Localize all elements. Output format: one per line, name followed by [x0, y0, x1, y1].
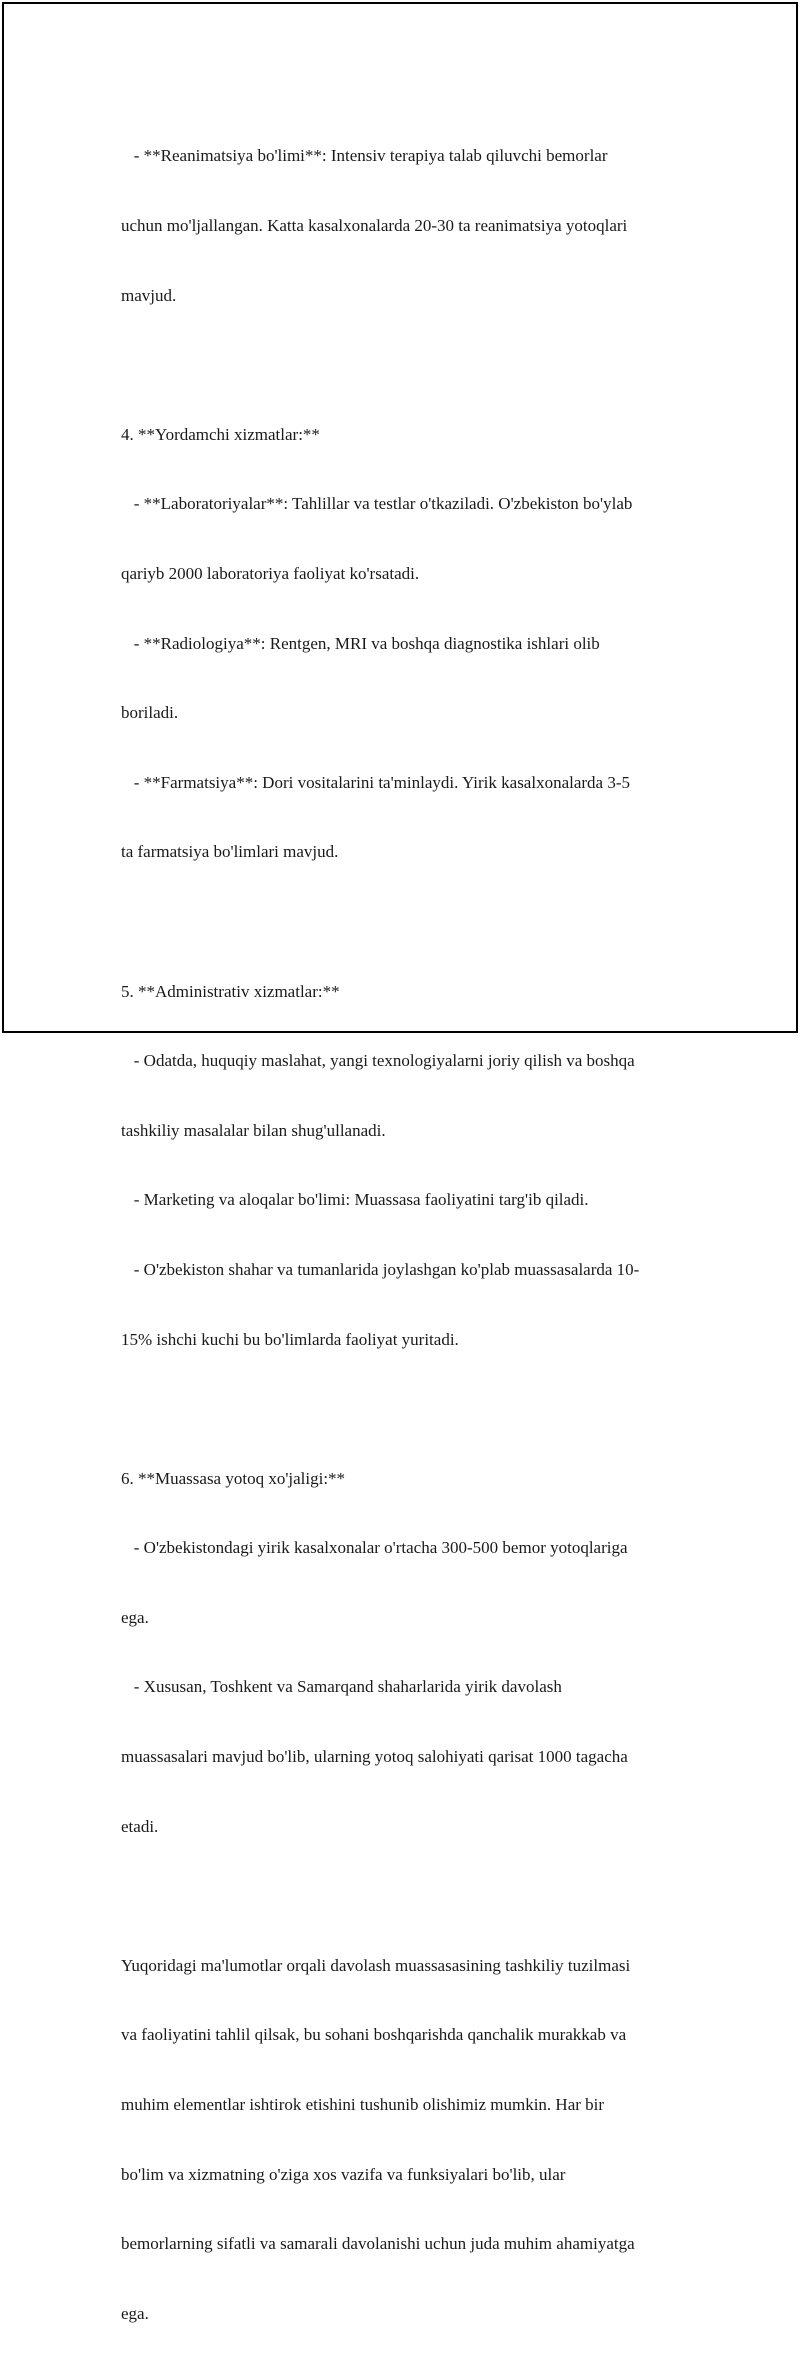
text-line: - Xususan, Toshkent va Samarqand shaharlarida yirik davolash	[121, 1677, 562, 1697]
conclusion-line: bemorlarning sifatli va samarali davolanishi uchun juda muhim ahamiyatga	[121, 2234, 635, 2254]
text-line: qariyb 2000 laboratoriya faoliyat ko'rsatadi.	[121, 563, 420, 583]
conclusion-line: va faoliyatini tahlil qilsak, bu sohani boshqarishda qanchalik murakkab va	[121, 2025, 627, 2045]
text-line: - **Reanimatsiya bo'limi**: Intensiv terapiya talab qiluvchi bemorlar	[121, 146, 608, 166]
text-line: - O'zbekistondagi yirik kasalxonalar o'rtacha 300-500 bemor yotoqlariga	[121, 1538, 628, 1558]
text-line: mavjud.	[121, 285, 177, 305]
text-line: ta farmatsiya bo'limlari mavjud.	[121, 842, 339, 862]
text-line: muassasalari mavjud bo'lib, ularning yotoq salohiyati qarisat 1000 tagacha	[121, 1747, 628, 1767]
text-line: - O'zbekiston shahar va tumanlarida joylashgan ko'plab muassasalarda 10-	[121, 1259, 640, 1279]
page-frame	[2, 2, 798, 2323]
text-line: uchun mo'ljallangan. Katta kasalxonalarda 20-30 ta reanimatsiya yotoqlari	[121, 216, 628, 235]
text-line: - **Farmatsiya**: Dori vositalarini ta'minlaydi. Yirik kasalxonalarda 3-5	[121, 772, 631, 792]
blank-line	[121, 1884, 691, 1907]
conclusion-line: bo'lim va xizmatning o'ziga xos vazifa va funksiyalari bo'lib, ular	[121, 2164, 566, 2184]
text-line: - **Radiologiya**: Rentgen, MRI va boshqa diagnostika ishlari olib	[121, 633, 600, 653]
section-heading: 4. **Yordamchi xizmatlar:**	[121, 424, 320, 444]
conclusion-line: muhim elementlar ishtirok etishini tushunib olishimiz mumkin. Har bir	[121, 2095, 605, 2115]
section-heading: 5. **Administrativ xizmatlar:**	[121, 981, 340, 1001]
conclusion-line: ega.	[121, 2303, 149, 2323]
blank-line	[121, 910, 691, 933]
text-line: etadi.	[121, 1816, 159, 1836]
text-line: ega.	[121, 1607, 149, 1627]
text-line: tashkiliy masalalar bilan shug'ullanadi.	[121, 1120, 386, 1140]
text-line: 15% ishchi kuchi bu bo'limlarda faoliyat yuritadi.	[121, 1329, 459, 1349]
section-heading: 6. **Muassasa yotoq xo'jaligi:**	[121, 1468, 346, 1488]
blank-line	[121, 353, 691, 376]
text-line: boriladi.	[121, 703, 179, 723]
text-line: - Odatda, huquqiy maslahat, yangi texnologiyalarni joriy qilish va boshqa	[121, 1051, 635, 1071]
text-line: - **Laboratoriyalar**: Tahlillar va testlar o'tkaziladi. O'zbekiston bo'ylab	[121, 494, 633, 514]
conclusion-line: Yuqoridagi ma'lumotlar orqali davolash muassasasining tashkiliy tuzilmasi	[121, 1955, 631, 1975]
document-body	[121, 98, 691, 2371]
text-line: - Marketing va aloqalar bo'limi: Muassasa faoliyatini targ'ib qiladi.	[121, 1190, 589, 1210]
blank-line	[121, 1397, 691, 1420]
